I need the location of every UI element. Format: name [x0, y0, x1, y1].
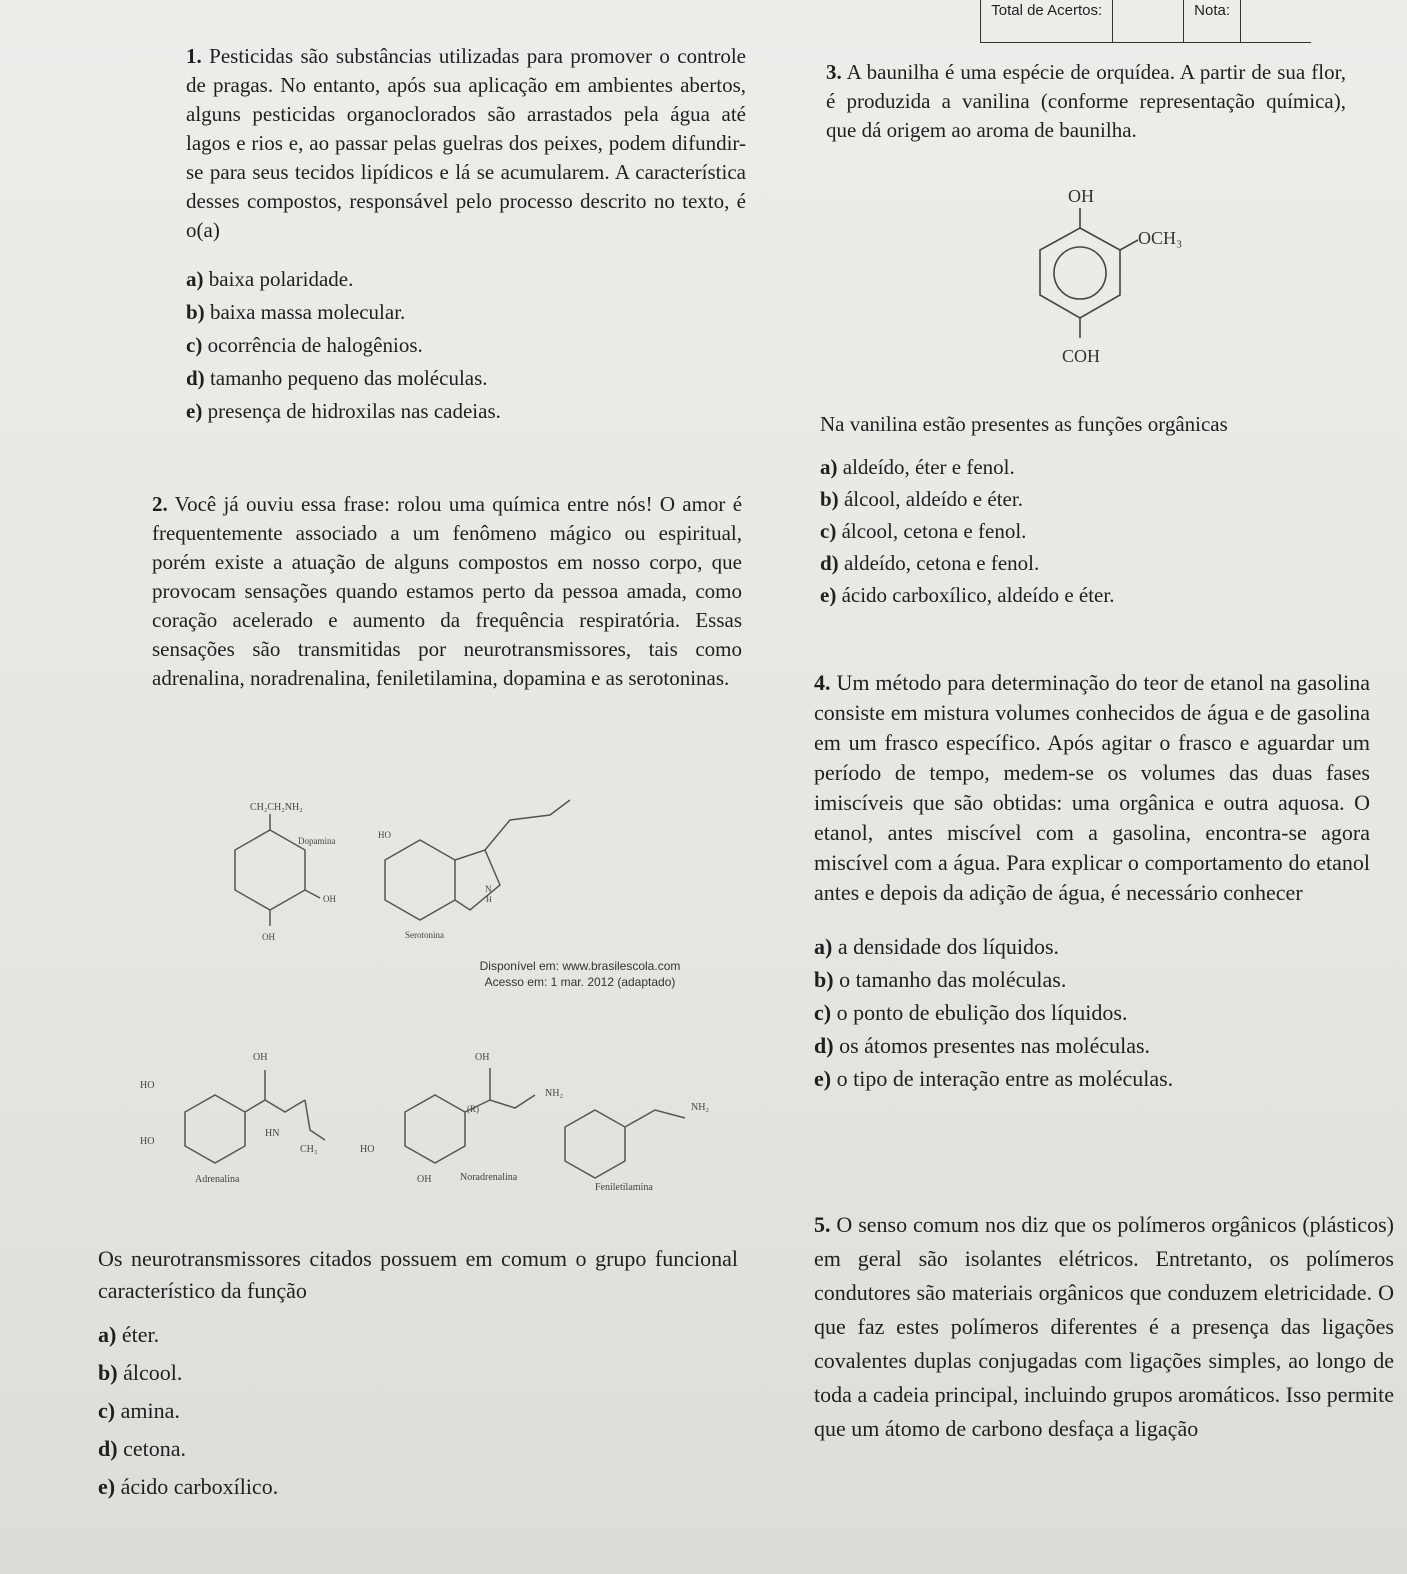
option-d[interactable]: d) cetona.: [98, 1436, 186, 1461]
adrenaline-label: Adrenalina: [195, 1174, 240, 1185]
ch3-label: CH₃: [300, 1144, 318, 1155]
question-1: [186, 42, 746, 430]
option-e[interactable]: e) presença de hidroxilas nas cadeias.: [186, 399, 501, 423]
oh-label: OH: [417, 1174, 432, 1185]
question-3-prompt: [820, 410, 1360, 613]
h-label: H: [486, 895, 492, 904]
dopamine-ring: [235, 830, 305, 910]
oh-label: OH: [262, 932, 275, 942]
option-a[interactable]: a) éter.: [98, 1322, 160, 1347]
option-d[interactable]: d) aldeído, cetona e fenol.: [820, 551, 1040, 575]
question-2: [152, 490, 742, 693]
score-box: [980, 0, 1311, 43]
dopamine-label: Dopamina: [298, 836, 336, 846]
question-text: A baunilha é uma espécie de orquídea. A partir de sua flor, é produzida a vanilina (conforme representação química), que dá origem ao aroma de baunilha.: [826, 60, 1347, 142]
option-e[interactable]: e) o tipo de interação entre as moléculas.: [814, 1066, 1174, 1091]
option-b[interactable]: b) álcool, aldeído e éter.: [820, 487, 1023, 511]
option-c[interactable]: c) o ponto de ebulição dos líquidos.: [814, 1000, 1128, 1025]
option-b[interactable]: b) o tamanho das moléculas.: [814, 967, 1067, 992]
aromatic-circle: [1054, 247, 1106, 299]
serotonin-ring: [385, 840, 455, 920]
bond: [305, 890, 320, 898]
oh-label: OH: [1068, 186, 1094, 206]
option-c[interactable]: c) álcool, cetona e fenol.: [820, 519, 1027, 543]
coh-label: COH: [1062, 346, 1101, 366]
total-acertos-label: Total de Acertos:: [980, 0, 1112, 42]
question-3: [826, 58, 1346, 145]
options-list: [186, 265, 746, 426]
oh-label: OH: [323, 894, 336, 904]
question-2-prompt: [98, 1243, 738, 1509]
ho-label: HO: [140, 1080, 155, 1091]
benzene-ring: [1040, 228, 1120, 318]
question-text: Você já ouviu essa frase: rolou uma química entre nós! O amor é frequentemente associado a um fenômeno mágico ou espiritual, porém existe a atuação de alguns compostos em nosso corpo, que provocam sensações quando estamos perto da pessoa amada, como coração acelerado e aumento da frequência respiratória. Essas sensações são transmitidas por neurotransmissores, tais como adrenalina, noradrenalina, feniletilamina, dopamina e as serotoninas.: [152, 492, 743, 690]
total-acertos-field[interactable]: [1112, 0, 1183, 42]
n-label: N: [485, 884, 492, 894]
dopamine-serotonin-figure: [150, 790, 750, 950]
question-text: Os neurotransmissores citados possuem em comum o grupo funcional característico da função: [98, 1246, 738, 1303]
options-list: [98, 1319, 738, 1503]
vanillin-molecule: [1010, 180, 1230, 380]
option-b[interactable]: b) álcool.: [98, 1360, 183, 1385]
question-text: Um método para determinação do teor de etanol na gasolina consiste em mistura volumes conhecidos de água e de gasolina em um frasco específico. Após agitar o frasco e aguardar um período de tempo, medem-se os volumes das duas fases imiscíveis que são obtidas: uma orgânica e outra aquosa. O etanol, antes miscível com a gasolina, encontra-se agora miscível com a água. Para explicar o comportamento do etanol antes e depois da adição de água, é necessário conhecer: [814, 670, 1370, 905]
ho-label: HO: [140, 1136, 155, 1147]
question-4: [814, 668, 1370, 1097]
adrenaline-amine: [305, 1100, 325, 1140]
serotonin-pyrrole: [455, 850, 500, 910]
question-number: 2.: [152, 492, 168, 516]
phenylethylamine-label: Feniletilamina: [595, 1182, 653, 1193]
nota-field[interactable]: [1240, 0, 1311, 42]
question-number: 1.: [186, 44, 202, 68]
option-c[interactable]: c) ocorrência de halogênios.: [186, 333, 423, 357]
option-d[interactable]: d) os átomos presentes nas moléculas.: [814, 1033, 1151, 1058]
question-text: Na vanilina estão presentes as funções orgânicas: [820, 412, 1228, 436]
adrenaline-chain: [245, 1100, 305, 1112]
options-list: [820, 453, 1360, 610]
option-e[interactable]: e) ácido carboxílico, aldeído e éter.: [820, 583, 1115, 607]
phenylethylamine-ring: [565, 1110, 625, 1178]
nh2-label: NH₂: [545, 1088, 563, 1099]
source-line: Disponível em: www.brasilescola.com: [479, 959, 681, 973]
option-a[interactable]: a) aldeído, éter e fenol.: [820, 455, 1015, 479]
serotonin-chain: [485, 800, 570, 850]
oh-label: OH: [475, 1052, 490, 1063]
noradrenaline-label: Noradrenalina: [460, 1172, 518, 1183]
nh2-label: NH₂: [691, 1102, 709, 1113]
r-label: (R): [467, 1104, 479, 1114]
figure-source: [430, 958, 730, 990]
serotonin-label: Serotonina: [405, 930, 444, 940]
hn-label: HN: [265, 1128, 280, 1139]
bond: [1120, 240, 1138, 250]
source-date: Acesso em: 1 mar. 2012 (adaptado): [484, 975, 676, 989]
option-d[interactable]: d) tamanho pequeno das moléculas.: [186, 366, 488, 390]
ho-label: HO: [378, 830, 391, 840]
noradrenaline-ring: [405, 1095, 465, 1163]
och3-label: OCH₃: [1138, 228, 1183, 248]
question-5: [814, 1208, 1394, 1446]
question-text: Pesticidas são substâncias utilizadas para promover o controle de pragas. No entanto, após sua aplicação em ambientes abertos, alguns pesticidas organoclorados são arrastados pela água até lagos e rios e, ao passar pelas guelras dos peixes, podem difundir-se para seus tecidos lipídicos e lá se acumularem. A característica desses compostos, responsável pelo processo descrito no texto, é o(a): [186, 44, 747, 242]
question-text: O senso comum nos diz que os polímeros orgânicos (plásticos) em geral são isolantes elétricos. Entretanto, os polímeros condutores são materiais orgânicos que conduzem eletricidade. O que faz estes polímeros diferentes é a presença das ligações covalentes duplas conjugadas com ligações simples, ao longo de toda a cadeia principal, incluindo grupos aromáticos. Isso permite que um átomo de carbono desfaça a ligação: [814, 1212, 1394, 1441]
option-a[interactable]: a) a densidade dos líquidos.: [814, 934, 1060, 959]
dopamine-chain-label: CH₂CH₂NH₂: [250, 802, 303, 813]
adrenaline-ring: [185, 1095, 245, 1163]
ho-label: HO: [360, 1144, 375, 1155]
option-a[interactable]: a) baixa polaridade.: [186, 267, 354, 291]
nota-label: Nota:: [1183, 0, 1240, 42]
question-number: 3.: [826, 60, 842, 84]
option-e[interactable]: e) ácido carboxílico.: [98, 1474, 279, 1499]
phenylethylamine-chain: [625, 1110, 685, 1127]
adrenaline-figure: [135, 1040, 755, 1200]
oh-label: OH: [253, 1052, 268, 1063]
option-b[interactable]: b) baixa massa molecular.: [186, 300, 406, 324]
option-c[interactable]: c) amina.: [98, 1398, 180, 1423]
options-list: [814, 932, 1370, 1094]
question-number: 5.: [814, 1212, 831, 1237]
question-number: 4.: [814, 670, 831, 695]
